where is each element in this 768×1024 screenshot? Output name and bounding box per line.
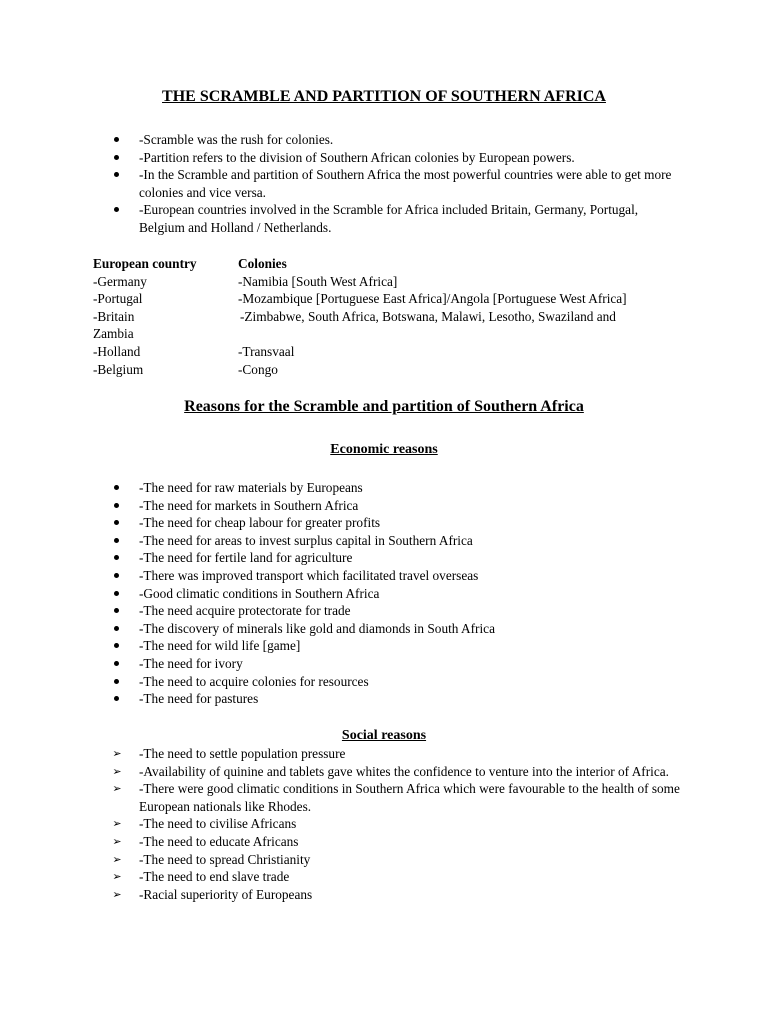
list-item: ➢ -The need to settle population pressure bbox=[110, 745, 680, 763]
list-item: -The need to acquire colonies for resources bbox=[139, 673, 369, 689]
table-row: -Portugal -Mozambique [Portuguese East Africa]/Angola [Portuguese West Africa] bbox=[93, 291, 627, 307]
list-item: -The need for cheap labour for greater profits bbox=[139, 515, 381, 531]
social-heading: Social reasons bbox=[341, 728, 427, 743]
list-item: ➢ -The need to end slave trade bbox=[110, 868, 680, 886]
table-header bbox=[93, 255, 683, 273]
list-item: ➢ -Availability of quinine and tablets gave whites the confidence to venture into the interior of Africa. bbox=[110, 763, 680, 781]
list-item: -The need for pastures bbox=[139, 691, 259, 707]
list-item: ➢ -The need to civilise Africans bbox=[110, 815, 680, 833]
table-row: -Germany -Namibia [South West Africa] bbox=[93, 273, 398, 289]
table-row-continuation: Zambia bbox=[93, 326, 134, 342]
list-item: -Good climatic conditions in Southern Africa bbox=[139, 585, 380, 601]
colonies-table bbox=[93, 255, 683, 378]
social-list bbox=[110, 745, 680, 903]
header-colonies: Colonies bbox=[238, 256, 287, 271]
list-item: -The need for fertile land for agriculture bbox=[139, 550, 353, 566]
list-item: ➢ -There were good climatic conditions in Southern Africa which were favourable to the health of some European nationals like Rhodes. bbox=[110, 780, 680, 815]
economic-list bbox=[110, 479, 680, 708]
list-item: -The need acquire protectorate for trade bbox=[139, 603, 351, 619]
list-item: -The need for raw materials by Europeans bbox=[139, 480, 363, 495]
arrow-bullet-icon: ➢ bbox=[112, 834, 122, 848]
header-country: European country bbox=[93, 256, 197, 271]
list-item: ➢ -The need to educate Africans bbox=[110, 833, 680, 851]
page-title: THE SCRAMBLE AND PARTITION OF SOUTHERN AFRICA bbox=[162, 88, 606, 105]
list-item: -The need for ivory bbox=[139, 655, 243, 671]
list-item: -The need for areas to invest surplus capital in Southern Africa bbox=[139, 532, 473, 548]
list-item: -The need for wild life [game] bbox=[139, 638, 301, 654]
arrow-bullet-icon: ➢ bbox=[112, 817, 122, 831]
arrow-bullet-icon: ➢ bbox=[112, 870, 122, 884]
list-item: -Partition refers to the division of Southern African colonies by European powers. bbox=[139, 149, 575, 165]
list-item: -European countries involved in the Scramble for Africa included Britain, Germany, Portugal, Belgium and Holland / Netherlands. bbox=[139, 202, 639, 235]
list-item: -The need for markets in Southern Africa bbox=[139, 497, 359, 513]
economic-heading: Economic reasons bbox=[330, 442, 438, 457]
arrow-bullet-icon: ➢ bbox=[112, 887, 122, 901]
table-row: -Belgium -Congo bbox=[93, 361, 278, 377]
arrow-bullet-icon: ➢ bbox=[112, 747, 122, 760]
table-row: -Holland -Transvaal bbox=[93, 343, 295, 359]
list-item: -In the Scramble and partition of Southern Africa the most powerful countries were able to get more colonies and vice versa. bbox=[139, 167, 672, 200]
list-item: -There was improved transport which facilitated travel overseas bbox=[139, 567, 479, 583]
list-item: ➢ -Racial superiority of Europeans bbox=[110, 886, 680, 904]
table-row: -Britain -Zimbabwe, South Africa, Botswana, Malawi, Lesotho, Swaziland and bbox=[93, 308, 616, 324]
arrow-bullet-icon: ➢ bbox=[112, 852, 122, 866]
arrow-bullet-icon: ➢ bbox=[112, 764, 122, 778]
intro-list bbox=[110, 131, 680, 237]
arrow-bullet-icon: ➢ bbox=[112, 782, 122, 796]
list-item: -Scramble was the rush for colonies. bbox=[139, 132, 334, 147]
list-item: -The discovery of minerals like gold and diamonds in South Africa bbox=[139, 620, 495, 636]
list-item: ➢ -The need to spread Christianity bbox=[110, 851, 680, 869]
reasons-heading: Reasons for the Scramble and partition of Southern Africa bbox=[184, 398, 584, 415]
